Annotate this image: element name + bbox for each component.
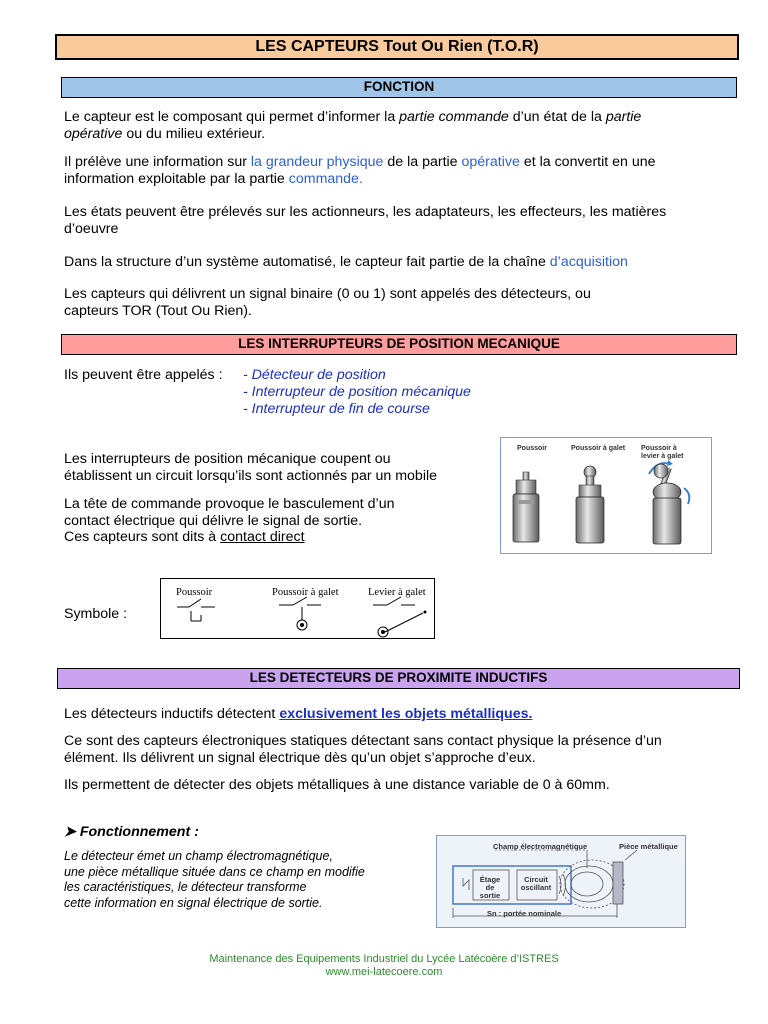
exclusivement-link: exclusivement les objets métalliques. [279,706,533,722]
fonctionnement-text: Le détecteur émet un champ électromagnétique, une pièce métallique située dans ce champ en modifie les caractéristiques, le détecteur transforme cette information en signal électrique de sortie. [64,849,365,910]
contact-symbols [161,579,434,638]
photo-label-poussoir: Poussoir [517,445,547,452]
symbol-diagram [160,578,435,639]
section-header-fonction: FONCTION [61,77,737,98]
list-item: - Interrupteur de position mécanique [243,384,471,400]
diagram-label-circuit: Circuit oscillant [520,875,552,892]
inductifs-paragraph-2: Ce sont des capteurs électroniques statiques détectant sans contact physique la présence d’un élément. Ils délivrent un signal électrique dès qu’un objet s’approche d’eux. [64,733,662,766]
page-title: LES CAPTEURS Tout Ou Rien (T.O.R) [55,34,739,60]
diagram-label-piece: Pièce métallique [619,842,678,851]
symbol-label-poussoir-galet: Poussoir à galet [272,587,339,598]
symbol-label-levier-galet: Levier à galet [368,587,426,598]
photo-label-poussoir-galet: Poussoir à galet [571,445,626,452]
switch-poussoir [513,472,539,542]
fonction-paragraph-1: Le capteur est le composant qui permet d’informer la partie commande d’un état de la partie opérative ou du milieu extérieur. [64,109,642,142]
fonctionnement-title: ➤ Fonctionnement : [64,824,199,840]
fonction-paragraph-2: Il prélève une information sur la grandeur physique de la partie opérative et la convertit en une information exploitable par la partie commande. [64,154,656,187]
footer-url: www.mei-latecoere.com [325,966,443,978]
switch-photo [500,437,712,554]
symbol-label: Symbole : [64,606,128,622]
fonction-paragraph-3: Les états peuvent être prélevés sur les actionneurs, les adaptateurs, les effecteurs, les matières d’oeuvre [64,204,667,237]
diagram-label-portee: Sn : portée nominale [487,909,562,918]
inductifs-paragraph-3: Ils permettent de détecter des objets métalliques à une distance variable de 0 à 60mm. [64,777,610,793]
fonction-paragraph-5: Les capteurs qui délivrent un signal binaire (0 ou 1) sont appelés des détecteurs, ou capteurs TOR (Tout Ou Rien). [64,286,591,319]
list-item: - Détecteur de position [243,367,386,383]
interrupteurs-paragraph-1: Les interrupteurs de position mécanique coupent ou établissent un circuit lorsqu’ils sont actionnés par un mobile [64,451,438,484]
diagram-label-champ: Champ électromagnétique [493,842,588,851]
inductifs-paragraph-1: Les détecteurs inductifs détectent exclusivement les objets métalliques. [64,706,533,722]
symbol-label-poussoir: Poussoir [176,587,213,598]
section-header-inductifs: LES DETECTEURS DE PROXIMITE INDUCTIFS [57,668,740,689]
fonction-paragraph-4: Dans la structure d’un système automatisé, le capteur fait partie de la chaîne d’acquisition [64,254,628,270]
footer-line-1: Maintenance des Equipements Industriel du Lycée Latécoère d’ISTRES [209,953,559,965]
interrupteurs-intro: Ils peuvent être appelés : [64,367,223,383]
switch-poussoir-galet [576,466,604,543]
photo-label-levier-galet: Poussoir à levier à galet [641,445,684,460]
diagram-label-etage: Étage de sortie [479,875,501,900]
switch-illustrations [501,438,711,553]
arrow-bullet-icon: ➤ [64,824,76,840]
interrupteurs-paragraph-2: La tête de commande provoque le basculement d’un contact électrique qui délivre le signal de sortie. Ces capteurs sont dits à contact direct [64,496,395,545]
detector-drawing [437,836,685,927]
switch-levier-galet [649,460,689,544]
inductive-diagram [436,835,686,928]
section-header-interrupteurs: LES INTERRUPTEURS DE POSITION MECANIQUE [61,334,737,355]
list-item: - Interrupteur de fin de course [243,401,430,417]
